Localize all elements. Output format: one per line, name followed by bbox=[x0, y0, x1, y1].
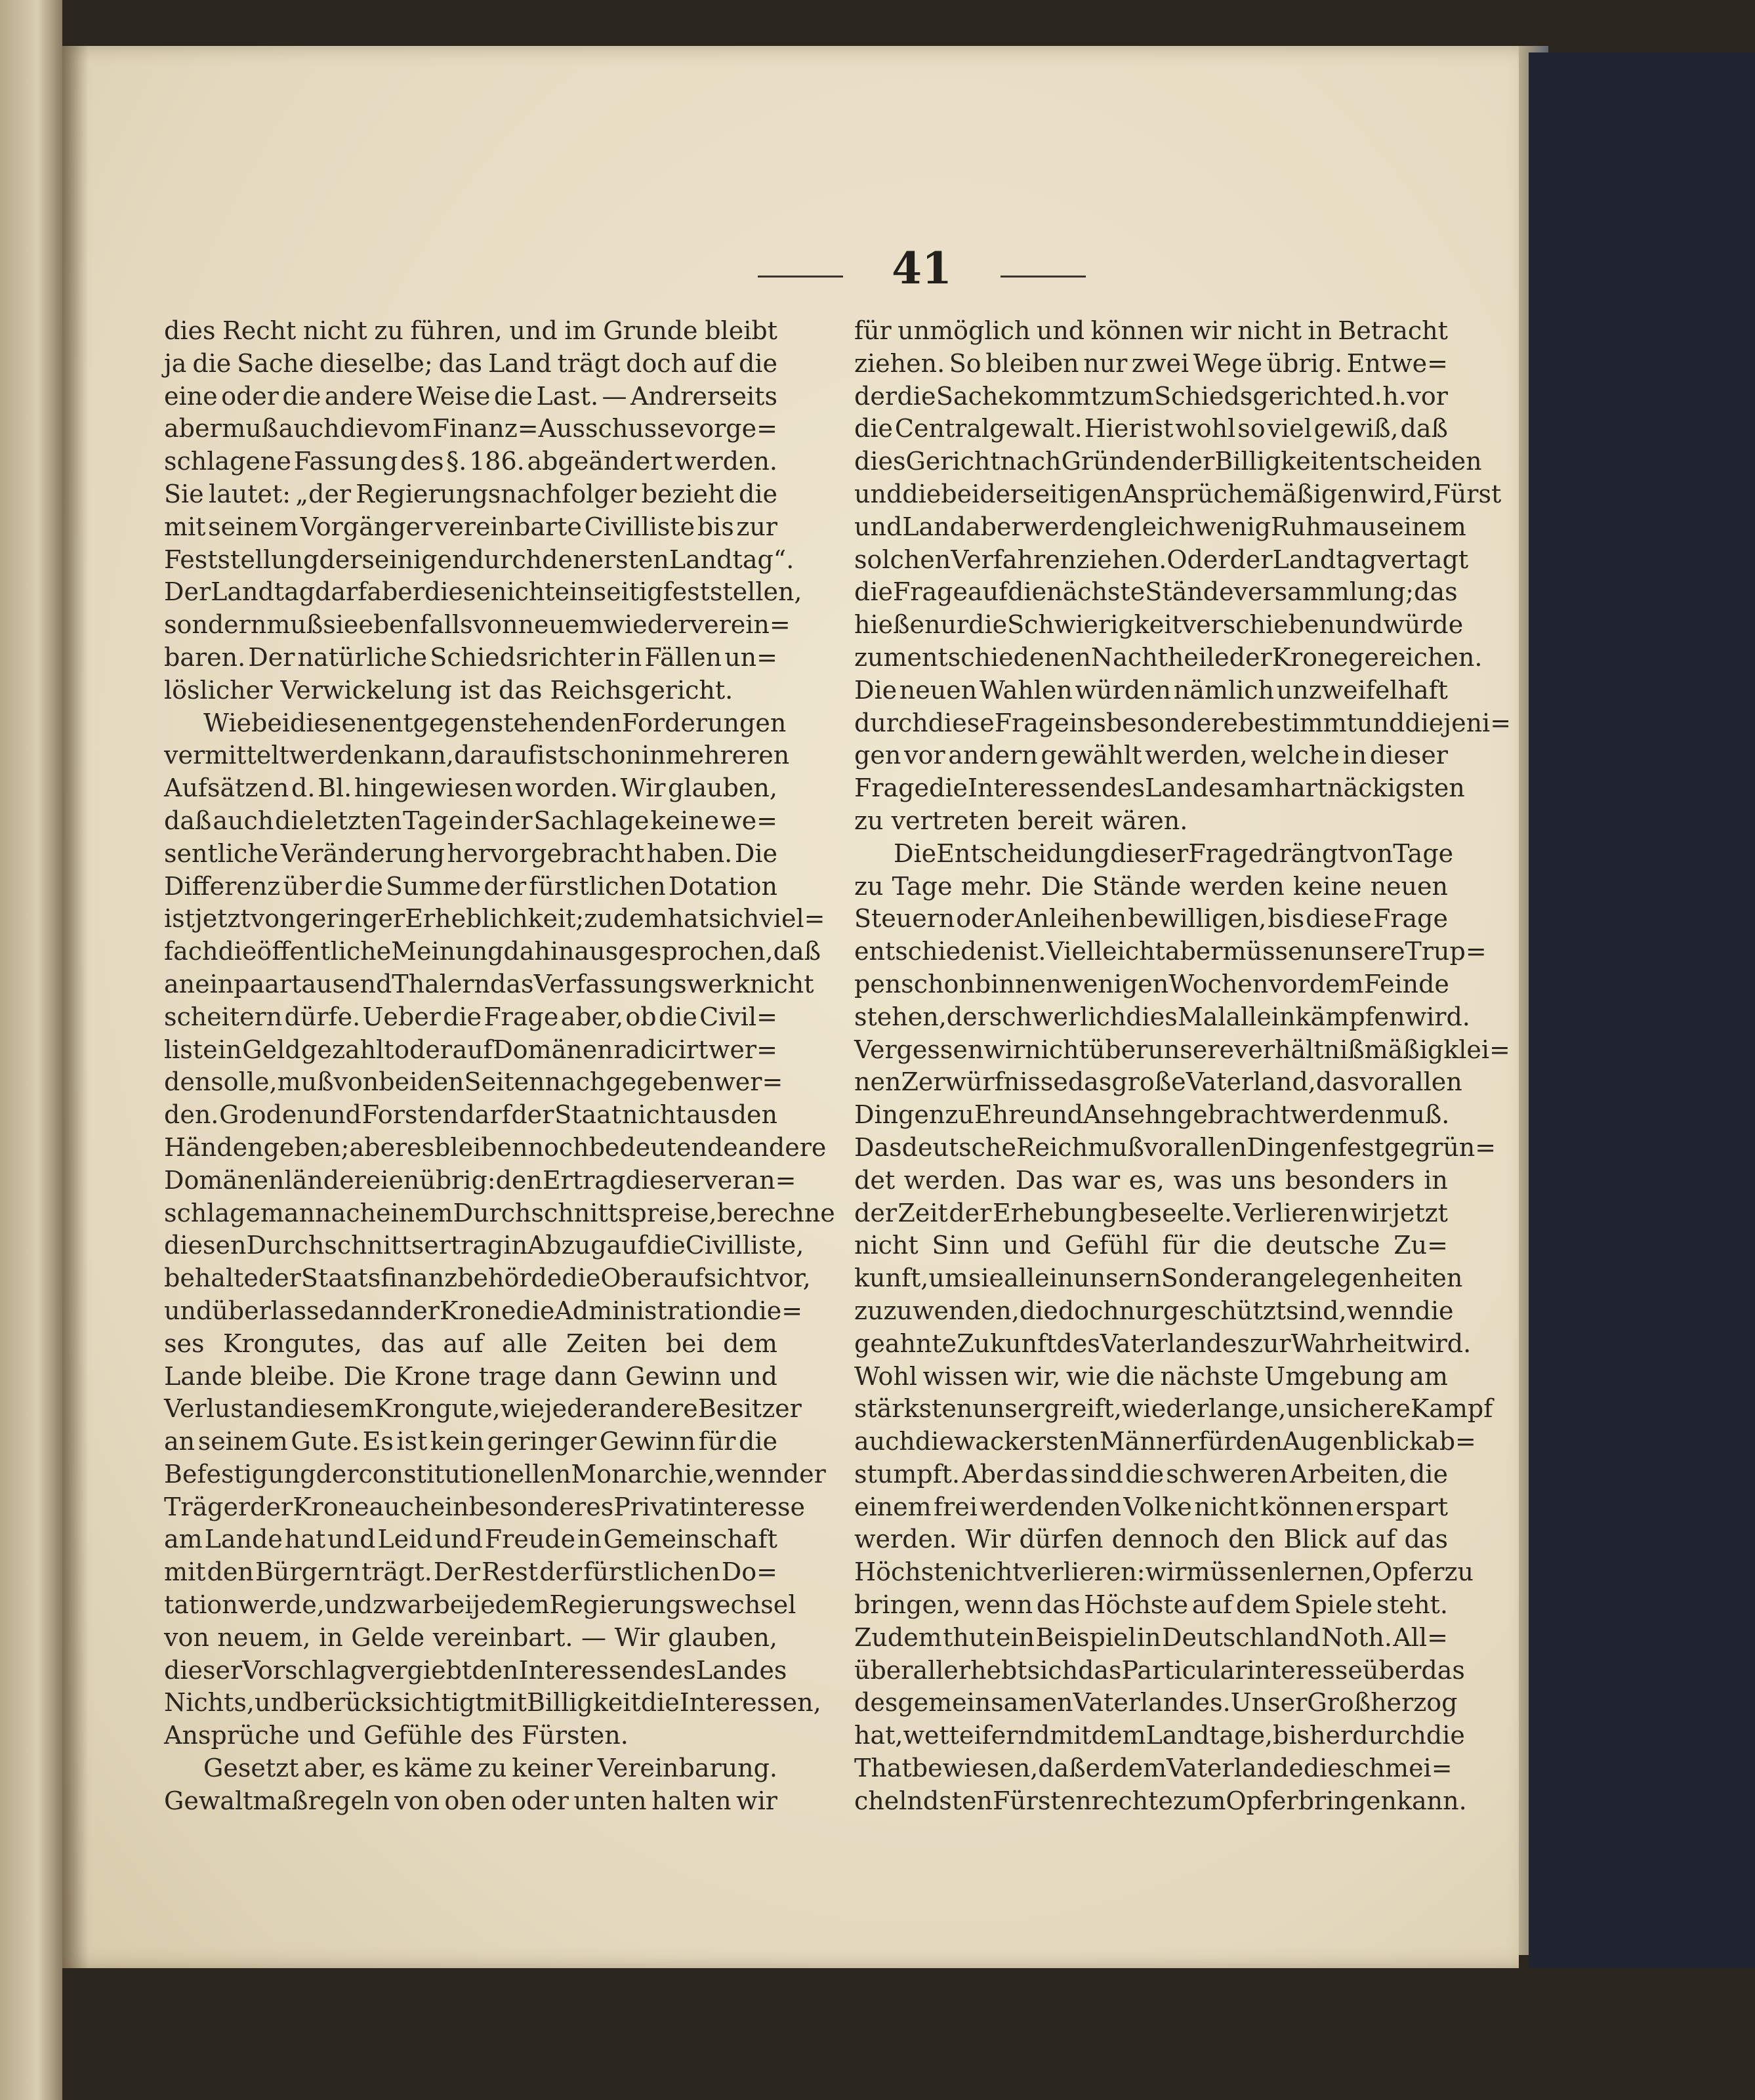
text-line: Sie lautet: „der Regierungsnachfolger bezieht die bbox=[164, 479, 777, 508]
text-line: für unmöglich und können wir nicht in Betracht bbox=[854, 316, 1448, 345]
text-line: liste in Geld gezahlt oder auf Domänen radicirt wer= bbox=[164, 1035, 777, 1064]
text-line: aber muß auch die vom Finanz=Ausschusse vorge= bbox=[164, 414, 777, 443]
text-line: und die beiderseitigen Ansprüche mäßigen wird, Fürst bbox=[854, 479, 1502, 508]
text-line: mit seinem Vorgänger vereinbarte Civilliste bis zur bbox=[164, 512, 777, 541]
text-line: und Land aber werden gleich wenig Ruhm aus einem bbox=[854, 512, 1466, 541]
text-line: Träger der Krone auch ein besonderes Privatinteresse bbox=[164, 1492, 806, 1521]
text-line: zu vertreten bereit wären. bbox=[854, 806, 1188, 835]
text-line: den solle, muß von beiden Seiten nachgegeben wer= bbox=[164, 1067, 783, 1097]
text-line: schlagene Fassung des §. 186. abgeändert werden. bbox=[164, 447, 777, 476]
text-line: Differenz über die Summe der fürstlichen Dotation bbox=[164, 871, 777, 901]
text-line: hat, wetteifernd mit dem Landtage, bisher durch die bbox=[854, 1721, 1465, 1750]
text-line: Befestigung der constitutionellen Monarchie, wenn der bbox=[164, 1459, 826, 1489]
text-line: werden. Wir dürfen dennoch den Blick auf das bbox=[854, 1525, 1448, 1554]
text-line: That bewiesen, daß er dem Vaterlande die schmei= bbox=[854, 1754, 1453, 1783]
text-line: einem frei werdenden Volke nicht können erspart bbox=[854, 1492, 1448, 1521]
text-line: bringen, wenn das Höchste auf dem Spiele steht. bbox=[854, 1590, 1448, 1620]
text-line: entschieden ist. Vielleicht aber müssen unsere Trup= bbox=[854, 937, 1487, 966]
text-line: stärksten uns ergreift, wie der lange, unsichere Kampf bbox=[854, 1394, 1493, 1424]
text-line: der Zeit der Erhebung beseelte. Verlieren wir jetzt bbox=[854, 1198, 1448, 1227]
text-line: ses Krongutes, das auf alle Zeiten bei dem bbox=[164, 1328, 777, 1358]
text-line: gen vor andern gewählt werden, welche in dieser bbox=[854, 741, 1448, 770]
text-line: scheitern dürfe. Ueber die Frage aber, ob die Civil= bbox=[164, 1002, 777, 1031]
text-line: solchen Verfahren ziehen. Oder der Landtag vertagt bbox=[854, 545, 1469, 574]
text-line: stehen, der schwerlich dies Mal allein kämpfen wird. bbox=[854, 1002, 1470, 1031]
text-line: auch die wackersten Männer für den Augenblick ab= bbox=[854, 1427, 1476, 1456]
text-line: nicht Sinn und Gefühl für die deutsche Zu= bbox=[854, 1231, 1448, 1260]
text-line: Feststellung der seinigen durch den ersten Landtag“. bbox=[164, 545, 795, 574]
text-line: Vergessen wir nicht über unsere verhältnißmäßig klei= bbox=[854, 1035, 1510, 1064]
text-line: Händen geben; aber es bleiben noch bedeutende andere bbox=[164, 1132, 827, 1162]
text-line: Wohl wissen wir, wie die nächste Umgebung am bbox=[854, 1361, 1448, 1391]
page-number: 41 bbox=[892, 243, 952, 294]
text-line: tation werde, und zwar bei jedem Regierungswechsel bbox=[164, 1590, 796, 1620]
text-line: dies Recht nicht zu führen, und im Grunde bleibt bbox=[164, 316, 777, 345]
text-line: die Frage auf die nächste Ständeversammlung; das bbox=[854, 577, 1458, 607]
text-line: des gemeinsamen Vaterlandes. Unser Großherzog bbox=[854, 1688, 1458, 1718]
text-line: und überlasse dann der Krone die Administration die= bbox=[164, 1296, 803, 1325]
text-line: daß auch die letzten Tage in der Sachlage keine we= bbox=[164, 806, 777, 835]
text-line: Zudem thut ein Beispiel in Deutschland Noth. All= bbox=[854, 1622, 1448, 1652]
text-line: zuzuwenden, die doch nur geschützt sind, wenn die bbox=[854, 1296, 1454, 1325]
text-line: Ansprüche und Gefühle des Fürsten. bbox=[164, 1721, 629, 1750]
text-line: Gewaltmaßregeln von oben oder unten halten wir bbox=[164, 1786, 777, 1815]
text-line: det werden. Das war es, was uns besonders in bbox=[854, 1165, 1448, 1195]
text-line: nen Zerwürfnisse das große Vaterland, das vor allen bbox=[854, 1067, 1462, 1097]
text-line: durch diese Frage insbesondere bestimmt und diejeni= bbox=[854, 708, 1512, 737]
text-line: mit den Bürgern trägt. Der Rest der fürstlichen Do= bbox=[164, 1557, 777, 1587]
text-line: diesen Durchschnittsertrag in Abzug auf die Civilliste, bbox=[164, 1231, 804, 1260]
text-line: dies Gericht nach Gründen der Billigkeit entscheiden bbox=[854, 447, 1482, 476]
text-line: an ein paar tausend Thalern das Verfassungswerk nicht bbox=[164, 969, 814, 999]
text-line: Aufsätzen d. Bl. hingewiesen worden. Wir glauben, bbox=[164, 773, 777, 803]
text-line: Gesetzt aber, es käme zu keiner Vereinbarung. bbox=[203, 1754, 777, 1783]
text-column-right bbox=[854, 315, 1512, 1818]
text-line: Verlust an diesem Krongute, wie jeder andere Besitzer bbox=[164, 1394, 802, 1424]
text-line: der die Sache kommt zum Schiedsgerichte d. h. vor bbox=[854, 381, 1448, 411]
text-line: schlage man nach einem Durchschnittspreise, berechne bbox=[164, 1198, 835, 1227]
text-line: zu Tage mehr. Die Stände werden keine neuen bbox=[854, 871, 1448, 901]
header-rule-right bbox=[1001, 276, 1086, 278]
text-line: ja die Sache dieselbe; das Land trägt doch auf die bbox=[164, 348, 777, 378]
text-line: vermittelt werden kann, darauf ist schon in mehreren bbox=[164, 741, 790, 770]
text-line: kunft, um sie allein unsern Sonderangelegenheiten bbox=[854, 1264, 1463, 1293]
text-line: chelndsten Fürstenrechte zum Opfer bringen kann. bbox=[854, 1786, 1467, 1815]
text-column-left bbox=[164, 315, 835, 1818]
text-line: Domänenländereien übrig: den Ertrag dieser veran= bbox=[164, 1165, 796, 1195]
text-line: ist jetzt von geringer Erheblichkeit; zudem hat sich viel= bbox=[164, 904, 825, 934]
text-line: Der Landtag darf aber diese nicht einseitig feststellen, bbox=[164, 577, 802, 607]
text-line: sondern muß sie ebenfalls von neuem wieder verein= bbox=[164, 610, 791, 640]
text-line: den. Groden und Forsten darf der Staat nicht aus den bbox=[164, 1100, 777, 1130]
text-line: Lande bleibe. Die Krone trage dann Gewinn und bbox=[164, 1361, 777, 1391]
text-line: Nichts, und berücksichtigt mit Billigkeit die Interessen, bbox=[164, 1688, 821, 1718]
text-line: eine oder die andere Weise die Last. — Andrerseits bbox=[164, 381, 777, 411]
text-line: von neuem, in Gelde vereinbart. — Wir glauben, bbox=[164, 1622, 777, 1652]
text-line: die Centralgewalt. Hier ist wohl so viel gewiß, daß bbox=[854, 414, 1448, 443]
text-line: behalte der Staatsfinanzbehörde die Oberaufsicht vor, bbox=[164, 1264, 811, 1293]
text-line: fach die öffentliche Meinung dahin ausgesprochen, daß bbox=[164, 937, 821, 966]
text-line: geahnte Zukunft des Vaterlandes zur Wahrheit wird. bbox=[854, 1328, 1472, 1358]
text-line: Steuern oder Anleihen bewilligen, bis diese Frage bbox=[854, 904, 1448, 934]
book-cover bbox=[1529, 52, 1755, 1968]
text-line: am Lande hat und Leid und Freude in Gemeinschaft bbox=[164, 1525, 777, 1554]
facing-page-edge bbox=[0, 0, 62, 2100]
gutter-shadow bbox=[62, 46, 89, 1968]
text-line: Höchste nicht verlieren: wir müssen lernen, Opfer zu bbox=[854, 1557, 1474, 1587]
text-line: Dingen zu Ehre und Ansehn gebracht werden muß. bbox=[854, 1100, 1450, 1130]
text-line: an seinem Gute. Es ist kein geringer Gewinn für die bbox=[164, 1427, 777, 1456]
text-line: dieser Vorschlag vergiebt den Interessen des Landes bbox=[164, 1655, 787, 1685]
text-line: stumpft. Aber das sind die schweren Arbeiten, die bbox=[854, 1459, 1448, 1489]
text-line: pen schon binnen wenigen Wochen vor dem Feinde bbox=[854, 969, 1449, 999]
text-line: Die Entscheidung dieser Frage drängt von Tage bbox=[894, 838, 1454, 868]
text-line: überall erhebt sich das Particularinteresse über das bbox=[854, 1655, 1465, 1685]
text-line: baren. Der natürliche Schiedsrichter in Fällen un= bbox=[164, 642, 777, 672]
text-line: ziehen. So bleiben nur zwei Wege übrig. Entwe= bbox=[854, 348, 1448, 378]
text-line: Die neuen Wahlen würden nämlich unzweifelhaft bbox=[854, 675, 1448, 705]
page-header bbox=[758, 243, 1086, 302]
text-line: zum entschiedenen Nachtheile der Krone gereichen. bbox=[854, 642, 1483, 672]
text-line: sentliche Veränderung hervorgebracht haben. Die bbox=[164, 838, 777, 868]
text-line: Wie bei diesen entgegenstehenden Forderungen bbox=[203, 708, 787, 737]
text-line: Das deutsche Reich muß vor allen Dingen festgegrün= bbox=[854, 1132, 1497, 1162]
text-line: löslicher Verwickelung ist das Reichsgericht. bbox=[164, 675, 733, 705]
text-line: Frage die Interessen des Landes am hartnäckigsten bbox=[854, 773, 1465, 803]
book-page bbox=[62, 46, 1519, 1968]
text-line: hieße nur die Schwierigkeit verschieben und würde bbox=[854, 610, 1464, 640]
